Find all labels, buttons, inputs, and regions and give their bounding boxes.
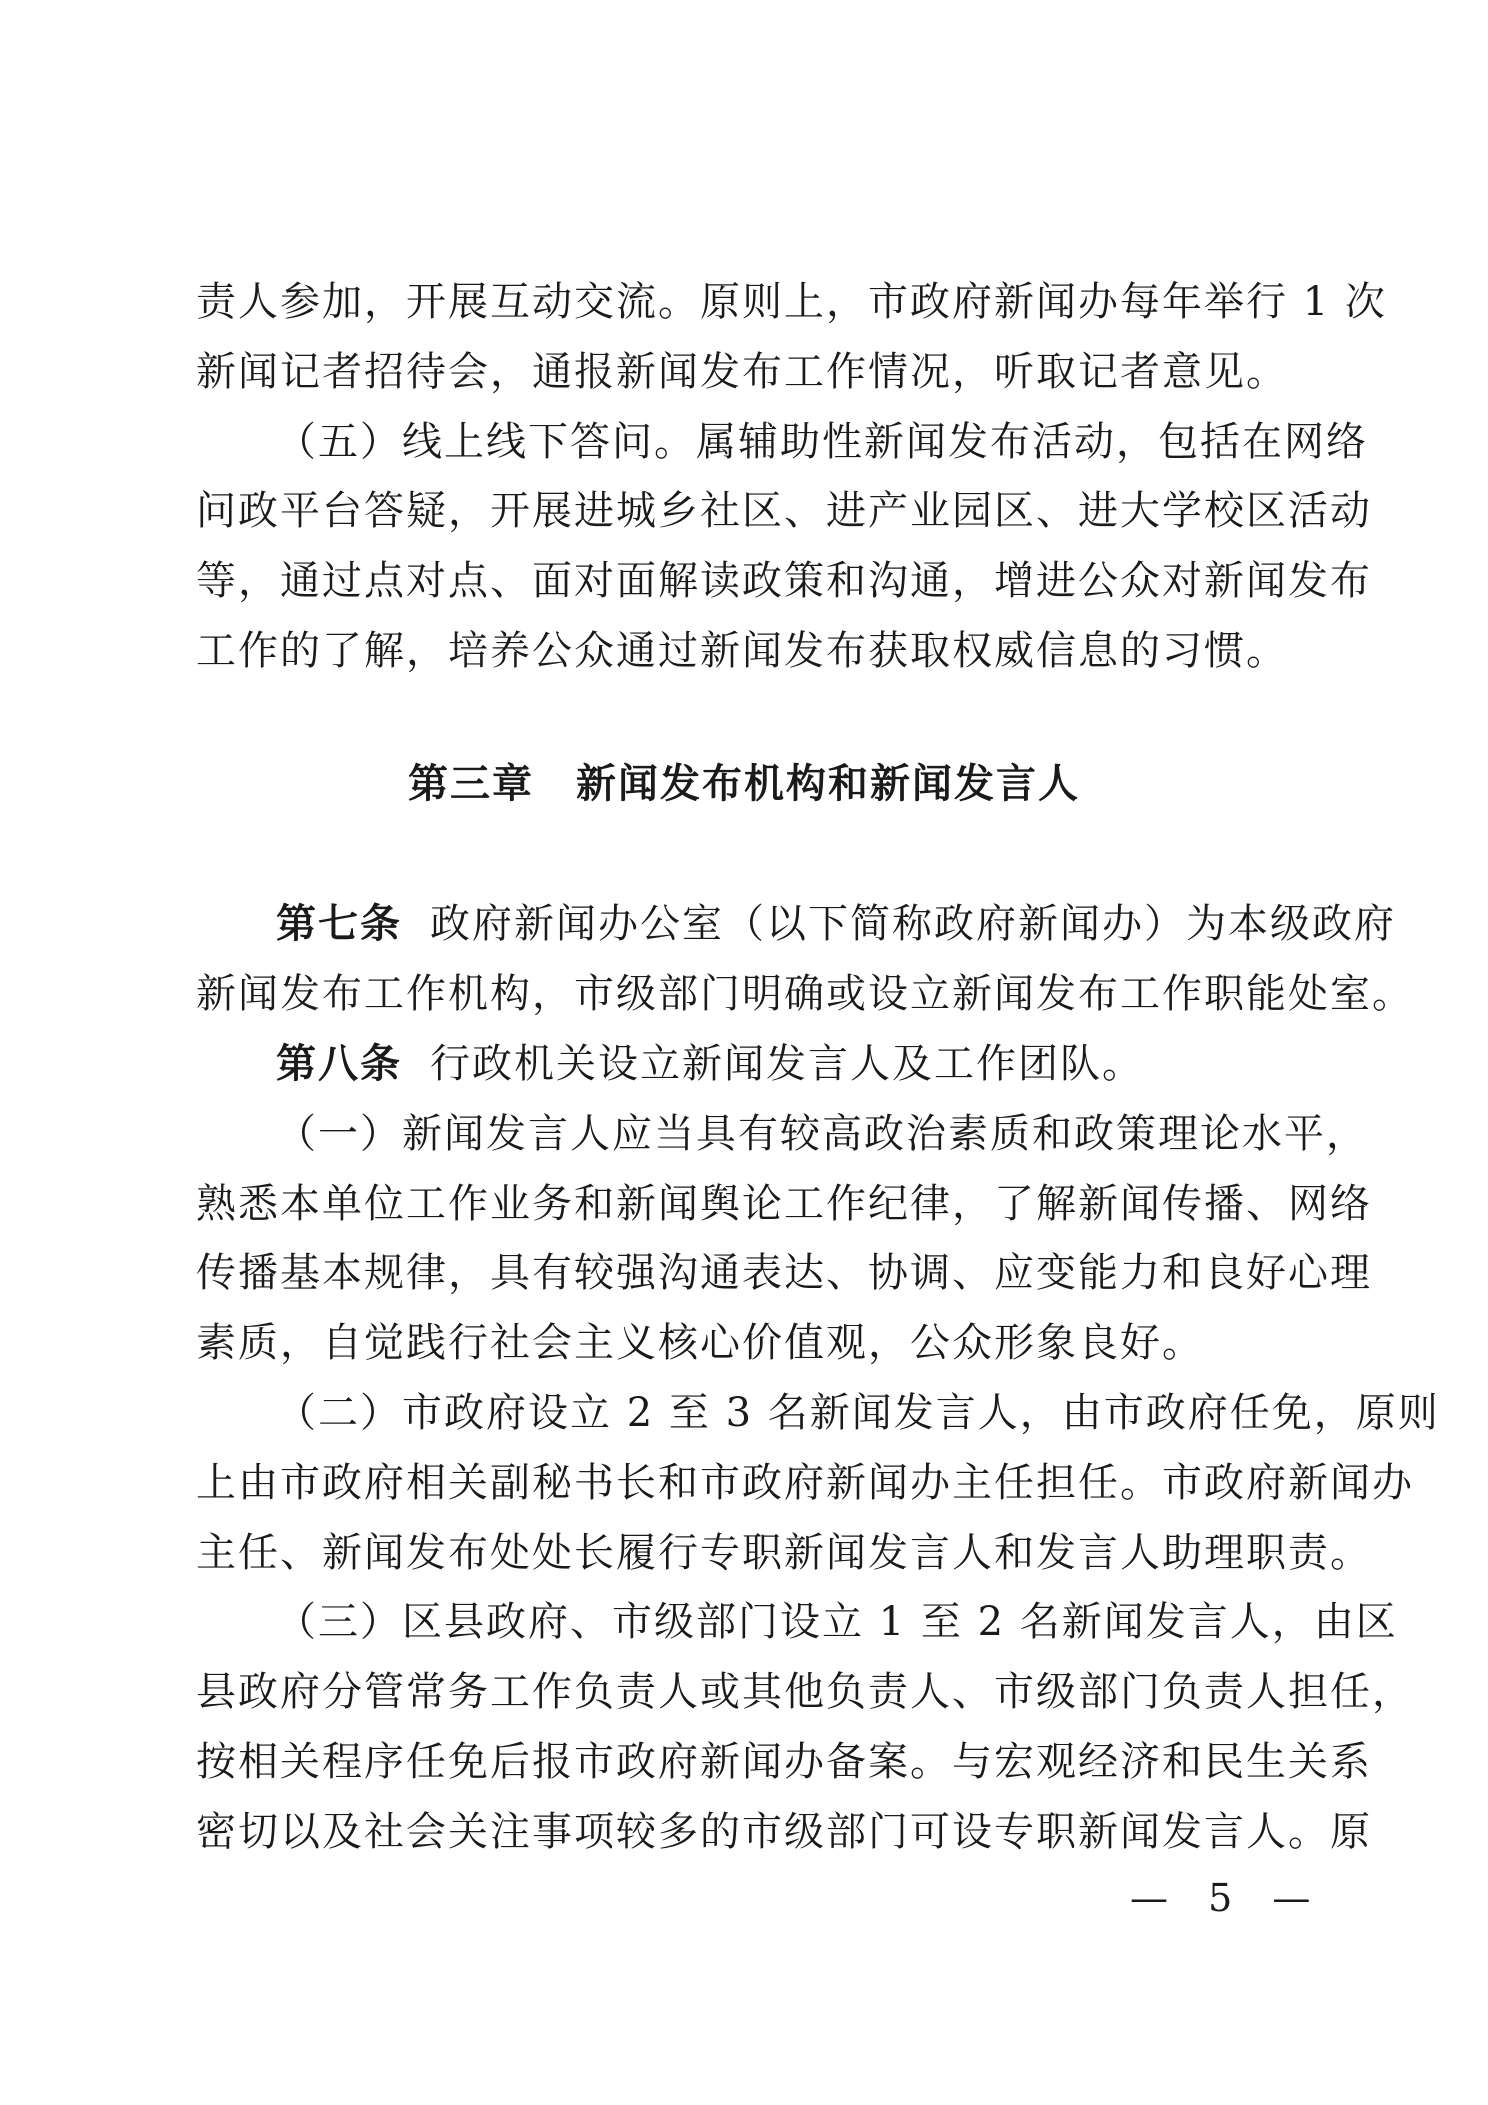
paragraph-line: 新闻发布工作机构，市级部门明确或设立新闻发布工作职能处室。	[196, 971, 1414, 1017]
paragraph-line: 主任、新闻发布处处长履行专职新闻发言人和发言人助理职责。	[196, 1530, 1372, 1576]
paragraph-line: 问政平台答疑，开展进城乡社区、进产业园区、进大学校区活动	[196, 488, 1372, 534]
paragraph-line: 县政府分管常务工作负责人或其他负责人、市级部门负责人担任，	[196, 1669, 1414, 1715]
page-number: — 5 —	[1130, 1876, 1325, 1920]
paragraph-line: 工作的了解，培养公众通过新闻发布获取权威信息的习惯。	[196, 628, 1288, 674]
paragraph-line: （二）市政府设立 2 至 3 名新闻发言人，由市政府任免，原则	[276, 1390, 1440, 1436]
paragraph-line: 密切以及社会关注事项较多的市级部门可设专职新闻发言人。原	[196, 1809, 1372, 1855]
paragraph-line: 按相关程序任免后报市政府新闻办备案。与宏观经济和民生关系	[196, 1739, 1372, 1785]
paragraph-line: 等，通过点对点、面对面解读政策和沟通，增进公众对新闻发布	[196, 558, 1372, 604]
chapter-heading: 第三章 新闻发布机构和新闻发言人	[408, 761, 1080, 807]
paragraph-line: （三）区县政府、市级部门设立 1 至 2 名新闻发言人，由区	[276, 1599, 1398, 1645]
paragraph-line: （五）线上线下答问。属辅助性新闻发布活动，包括在网络	[276, 419, 1368, 465]
paragraph-line: 新闻记者招待会，通报新闻发布工作情况，听取记者意见。	[196, 349, 1288, 395]
article-text: 政府新闻办公室（以下简称政府新闻办）为本级政府	[430, 901, 1396, 947]
paragraph-line: 熟悉本单位工作业务和新闻舆论工作纪律，了解新闻传播、网络	[196, 1181, 1372, 1227]
paragraph-line: 上由市政府相关副秘书长和市政府新闻办主任担任。市政府新闻办	[196, 1460, 1414, 1506]
article-label: 第八条	[276, 1041, 402, 1087]
paragraph-line: 素质，自觉践行社会主义核心价值观，公众形象良好。	[196, 1320, 1204, 1366]
article-text: 行政机关设立新闻发言人及工作团队。	[430, 1041, 1144, 1087]
article-label: 第七条	[276, 901, 402, 947]
paragraph-line: 传播基本规律，具有较强沟通表达、协调、应变能力和良好心理	[196, 1250, 1372, 1296]
paragraph-line: （一）新闻发言人应当具有较高政治素质和政策理论水平，	[276, 1111, 1368, 1157]
article-eight	[276, 1040, 1296, 1088]
paragraph-line: 责人参加，开展互动交流。原则上，市政府新闻办每年举行 1 次	[196, 279, 1387, 325]
article-seven	[276, 900, 1396, 948]
